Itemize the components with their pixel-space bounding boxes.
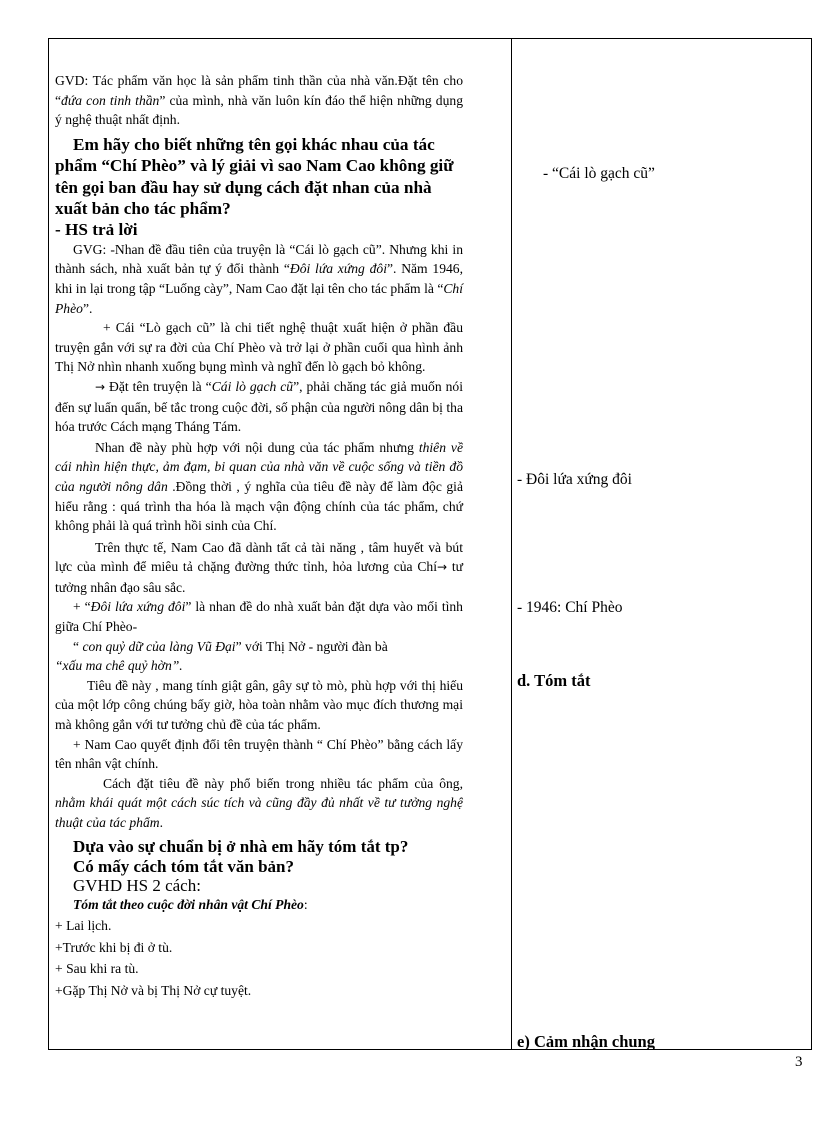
- right-tom-tat: d. Tóm tắt: [517, 671, 591, 690]
- right-lo-gach: - “Cái lò gạch cũ”: [543, 165, 655, 182]
- right-cam-nhan: e) Cảm nhận chung: [517, 1032, 655, 1050]
- right-doi-lua: - Đôi lứa xứng đôi: [517, 471, 632, 488]
- arrow-paragraph: → Đặt tên truyện là “Cái lò gạch cũ”, phải chăng tác giả muốn nói đến sự luẩn quẩn, bế tắc trong cuộc đời, số phận của người nông dân bị tha hóa trước Cách mạng Tháng Tám.: [55, 378, 463, 435]
- hs-answer: - HS trả lời: [55, 219, 138, 239]
- nhan-de-paragraph: Nhan đề này phù hợp với nội dung của tác phẩm nhưng thiên về cái nhìn hiện thực, ảm đạm, bi quan của nhà văn về cuộc sống và tiền đồ của người nông dân .Đồng thời , ý nghĩa của tiêu đề này để làm độc giả hiểu rằng : quá trình tha hóa là mạch vận động chính của tác phẩm, chứ không phải là quá trình hồi sinh của Chí.: [55, 439, 463, 534]
- arrow-right-icon: →: [436, 560, 448, 575]
- cach-dat-paragraph: Cách đặt tiêu đề này phổ biến trong nhiều tác phẩm của ông, nhằm khái quát một cách súc tích và cũng đầy đủ nhất về tư tưởng nghệ thuật của tác phẩm.: [55, 775, 463, 830]
- bullet-item: +Trước khi bị đi ở tù.: [55, 939, 173, 955]
- lo-gach-paragraph: + Cái “Lò gạch cũ” là chi tiết nghệ thuật xuất hiện ở phần đầu truyện gắn với sự ra đời của Chí Phèo và trở lại ở phần cuối qua hình ảnh Thị Nở nhìn nhanh xuống bụng mình và nghĩ đến lò gạch bỏ không.: [55, 320, 463, 375]
- page-number: 3: [795, 1054, 803, 1070]
- doi-lua-paragraph: + “Đôi lứa xứng đôi” là nhan đề do nhà xuất bản đặt dựa vào mối tình giữa Chí Phèo-: [55, 599, 463, 635]
- question2-line1: Dựa vào sự chuẩn bị ở nhà em hãy tóm tắt tp?: [73, 836, 409, 856]
- bullet-item: +Gặp Thị Nở và bị Thị Nở cự tuyệt.: [55, 982, 252, 998]
- bullet-item: + Sau khi ra tù.: [55, 961, 139, 977]
- xau-ma-line: “xấu ma chê quỷ hờn”.: [55, 658, 183, 674]
- column-divider: [511, 39, 512, 1049]
- intro-paragraph: GVD: Tác phẩm văn học là sản phẩm tinh thần của nhà văn.Đặt tên cho “đứa con tinh thần” của mình, nhà văn luôn kín đáo thể hiện những dụng ý nghệ thuật nhất định.: [55, 73, 463, 128]
- nam-cao-paragraph: + Nam Cao quyết định đổi tên truyện thành “ Chí Phèo” bằng cách lấy tên nhân vật chính.: [55, 736, 463, 772]
- bullet-item: + Lai lịch.: [55, 918, 112, 934]
- tieu-de-paragraph: Tiêu đề này , mang tính giật gân, gây sự tò mò, phù hợp với thị hiếu của một lớp công chúng bấy giờ, hòa toàn nhằm vào mục đích thương mại mà không gắn với tư tưởng chủ đề của tác phẩm.: [55, 677, 463, 733]
- question2-line2: Có mấy cách tóm tắt văn bản?: [73, 856, 294, 876]
- tom-tat-heading: Tóm tắt theo cuộc đời nhân vật Chí Phèo:: [73, 896, 308, 912]
- left-column: [55, 71, 463, 1001]
- thuc-te-paragraph: Trên thực tế, Nam Cao đã dành tất cả tài năng , tâm huyết và bút lực của mình để miêu tả chặng đường thức tỉnh, hỏa lương của Chí→ tư tưởng nhân đạo sâu sắc.: [55, 539, 463, 595]
- right-chi-pheo: - 1946: Chí Phèo: [517, 599, 623, 616]
- gvg-paragraph: GVG: -Nhan đề đầu tiên của truyện là “Cái lò gạch cũ”. Nhưng khi in thành sách, nhà xuất bản tự ý đổi thành “Đôi lứa xứng đôi”. Năm 1946, khi in lại trong tập “Luống cày”, Nam Cao đặt lại tên cho tác phẩm là “Chí Phèo”.: [55, 241, 463, 316]
- question-heading: Em hãy cho biết những tên gọi khác nhau của tác phẩm “Chí Phèo” và lý giải vì sao Nam Cao không giữ tên gọi ban đầu hay sử dụng cách đặt nhan của nhà xuất bản cho tác phẩm?: [55, 134, 454, 219]
- arrow-right-icon: →: [95, 379, 106, 394]
- con-quy-line: “ con quỷ dữ của làng Vũ Đại” với Thị Nở - người đàn bà: [73, 638, 388, 654]
- gvhd-line: GVHD HS 2 cách:: [73, 875, 201, 895]
- content-table: [48, 38, 812, 1050]
